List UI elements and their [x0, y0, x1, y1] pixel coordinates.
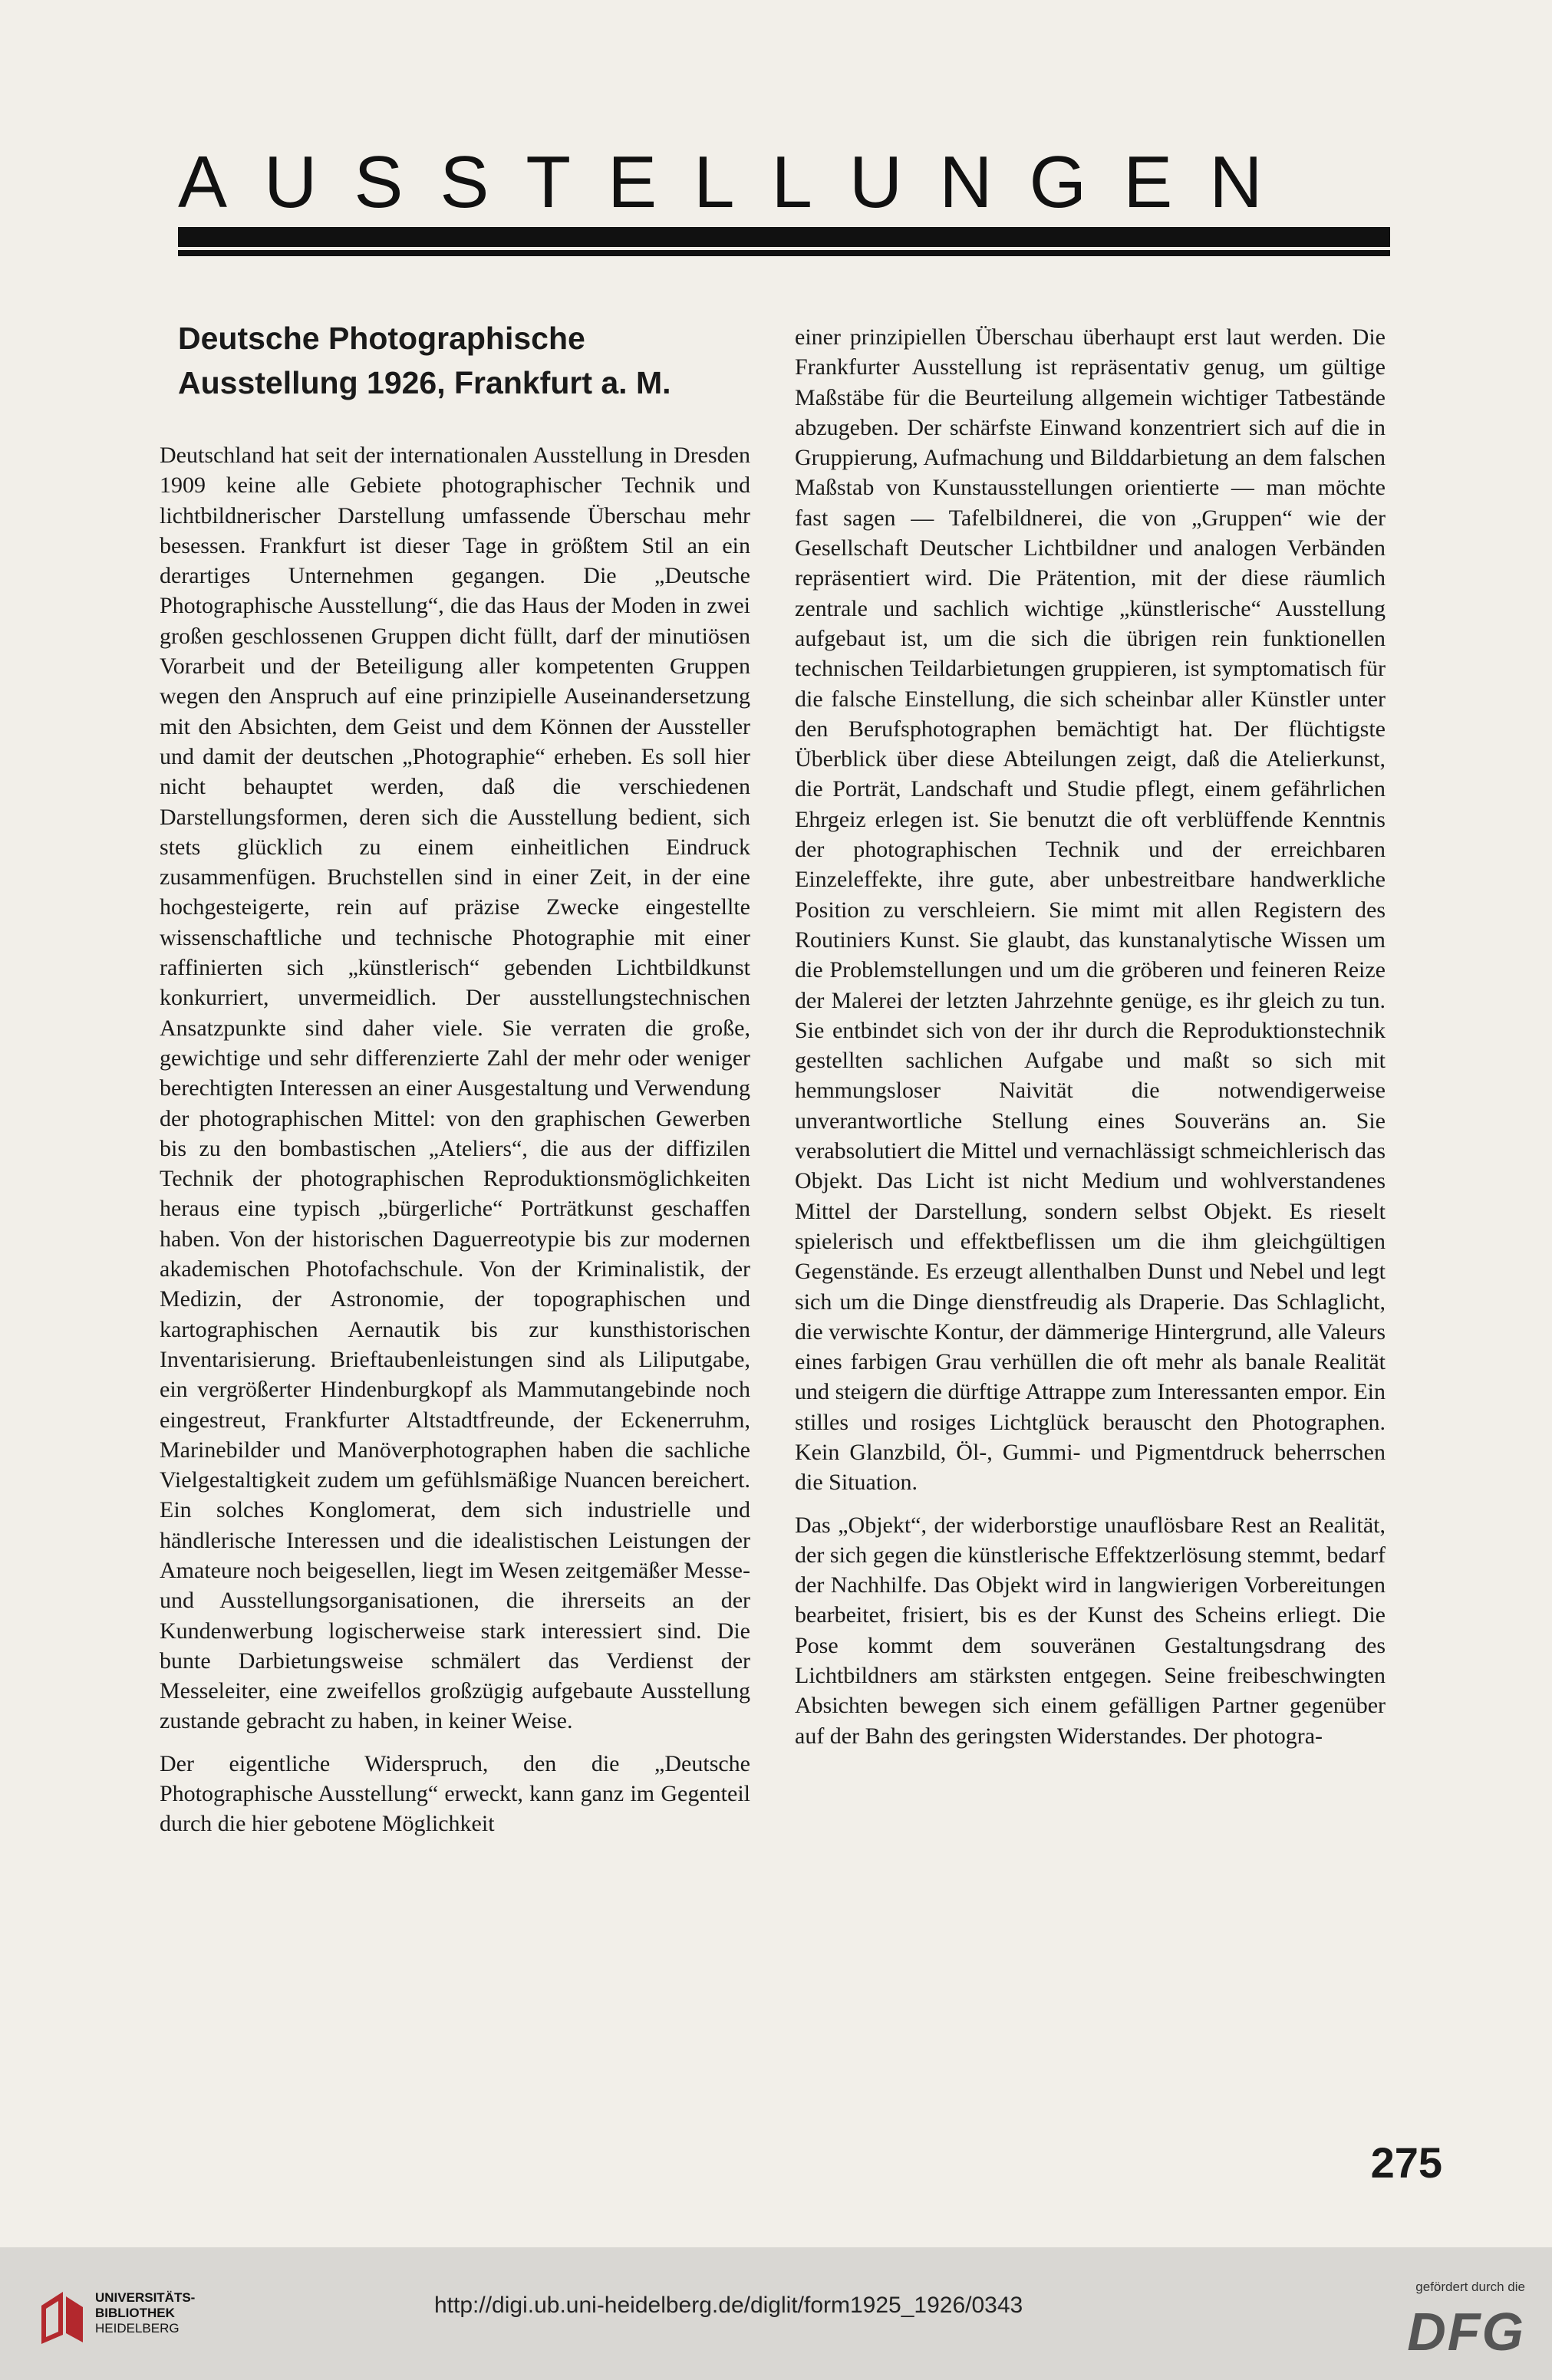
- right-paragraph-1: einer prinzipiellen Überschau überhaupt erst laut werden. Die Frankfurter Ausstellung ist repräsentativ genug, um gültige Maßstäbe für die Beurteilung allgemein wichtiger Tatbestände abzugeben. Der schärfste Einwand konzentriert sich auf die in Gruppierung, Aufmachung und Bilddarbietung an dem falschen Maßstab von Kunstausstellungen orientierte — man möchte fast sagen — Tafelbildnerei, die von „Gruppen“ wie der Gesellschaft Deutscher Lichtbildner und analogen Verbänden repräsentiert wird. Die Prätention, mit der diese räumlich zentrale und sachlich wichtige „künstlerische“ Ausstellung aufgebaut ist, um die sich die übrigen rein funktionellen technischen Teildarbietungen gruppieren, ist symptomatisch für die falsche Einstellung, die sich scheinbar aller Künstler unter den Berufsphotographen bemächtigt hat. Der flüchtigste Überblick über diese Abteilungen zeigt, daß die Atelierkunst, die Porträt, Landschaft und Studie pflegt, einem gefährlichen Ehrgeiz erlegen ist. Sie benutzt die oft verblüffende Kenntnis der photographischen Technik und der erreichbaren Einzeleffekte, ihre gute, aber unbestreitbare handwerkliche Position zu verschleiern. Sie mimt mit allen Registern des Routiniers Kunst. Sie glaubt, das kunstanalytische Wissen um die Problemstellungen und um die gröberen und feineren Reize der Malerei der letzten Jahrzehnte genüge, es ihr gleich zu tun. Sie entbindet sich von der ihr durch die Reproduktionstechnik gestellten sachlichen Aufgabe und maßt so sich mit hemmungsloser Naivität die notwendigerweise unverantwortliche Stellung eines Souveräns an. Sie verabsolutiert die Mittel und vernachlässigt schmeichlerisch das Objekt. Das Licht ist nicht Medium und wohlverstandenes Mittel der Darstellung, sondern selbst Objekt. Es rieselt spielerisch und effektbeflissen um die ihm gleichgültigen Gegenstände. Es erzeugt allenthalben Dunst und Nebel und legt sich um die Dinge dienstfreudig als Draperie. Das Schlaglicht, die verwischte Kontur, der dämmerige Hintergrund, alle Valeurs eines farbigen Grau verhüllen die oft mehr als banale Realität und steigern die dürftige Attrappe zum Interessanten empor. Ein stilles und rosiges Lichtglück berauscht den Photographen. Kein Glanzbild, Öl-, Gummi- und Pigmentdruck beherrschen die Situation.: [795, 324, 1386, 1496]
- left-column: [160, 316, 750, 1839]
- library-name: [95, 2290, 195, 2336]
- university-library-logo-icon[interactable]: [37, 2289, 86, 2345]
- permalink-url[interactable]: http://digi.ub.uni-heidelberg.de/diglit/form1925_1926/0343: [434, 2293, 1023, 2318]
- funded-by-text: gefördert durch die: [1415, 2280, 1525, 2294]
- library-name-line-3: HEIDELBERG: [95, 2321, 180, 2336]
- page-number: 275: [1370, 2138, 1442, 2187]
- library-name-line-2: BIBLIOTHEK: [95, 2306, 175, 2320]
- section-heading: AUSSTELLUNGEN: [178, 141, 1300, 223]
- library-name-line-1: UNIVERSITÄTS-: [95, 2290, 196, 2305]
- article-title: [178, 316, 750, 405]
- article-title-line-1: Deutsche Photographische: [178, 321, 585, 356]
- article-title-line-2: Ausstellung 1926, Frankfurt a. M.: [178, 365, 671, 400]
- heading-rule-thin: [178, 250, 1390, 256]
- dfg-logo[interactable]: DFG: [1407, 2302, 1525, 2362]
- heading-rule-thick: [178, 227, 1390, 247]
- left-paragraph-2: Der eigentliche Widerspruch, den die „Deutsche Photographische Ausstellung“ erweckt, kann ganz im Gegenteil durch die hier gebotene Möglichkeit: [160, 1750, 750, 1837]
- right-column: [795, 322, 1386, 1751]
- footer-bar: [0, 2247, 1552, 2380]
- left-paragraph-1: Deutschland hat seit der internationalen Ausstellung in Dresden 1909 keine alle Gebiete photographischer Technik und lichtbildnerischer Darstellung umfassende Überschau mehr besessen. Frankfurt ist dieser Tage in größtem Stil an ein derartiges Unternehmen gegangen. Die „Deutsche Photographische Ausstellung“, die das Haus der Moden in zwei großen geschlossenen Gruppen dicht füllt, darf der minutiösen Vorarbeit und der Beteiligung aller kompetenten Gruppen wegen den Anspruch auf eine prinzipielle Auseinandersetzung mit den Absichten, dem Geist und dem Können der Aussteller und damit der deutschen „Photographie“ erheben. Es soll hier nicht behauptet werden, daß die verschiedenen Darstellungsformen, deren sich die Ausstellung bedient, sich stets glücklich zu einem einheitlichen Eindruck zusammenfügen. Bruchstellen sind in einer Zeit, in der eine hochgesteigerte, rein auf präzise Zwecke eingestellte wissenschaftliche und technische Photographie mit einer raffinierten sich „künstlerisch“ gebenden Lichtbildkunst konkurriert, unvermeidlich. Der ausstellungstechnischen Ansatzpunkte sind daher viele. Sie verraten die große, gewichtige und sehr differenzierte Zahl der mehr oder weniger berechtigten Interessen an einer Ausgestaltung und Verwendung der photographischen Mittel: von den graphischen Gewerben bis zu den bombastischen „Ateliers“, die aus der diffizilen Technik der photographischen Reproduktionsmöglichkeiten heraus eine typisch „bürgerliche“ Porträtkunst geschaffen haben. Von der historischen Daguerreotypie bis zur modernen akademischen Photofachschule. Von der Kriminalistik, der Medizin, der Astronomie, der topographischen und kartographischen Aernautik bis zur kunsthistorischen Inventarisierung. Brieftaubenleistungen sind als Liliputgabe, ein vergrößerter Hindenburgkopf als Mammutangebinde noch eingestreut, Frankfurter Altstadtfreunde, der Eckenerruhm, Marinebilder und Manöverphotographen haben die sachliche Vielgestaltigkeit zudem um gefühlsmäßige Nuancen bereichert. Ein solches Konglomerat, dem sich industrielle und händlerische Interessen und die idealistischen Leistungen der Amateure noch beigesellen, liegt im Wesen zeitgemäßer Messe- und Ausstellungsorganisationen, die ihrerseits an der Kundenwerbung logischerweise stark interessiert sind. Die bunte Darbietungsweise schmälert das Verdienst der Messeleiter, eine zweifellos großzügig aufgebaute Ausstellung zustande gebracht zu haben, in keiner Weise.: [160, 443, 750, 1734]
- right-paragraph-2: Das „Objekt“, der widerborstige unauflösbare Rest an Realität, der sich gegen die künstlerische Effektzerlösung stemmt, bedarf der Nachhilfe. Das Objekt wird in langwierigen Vorbereitungen bearbeitet, frisiert, bis es der Kunst des Scheins erliegt. Die Pose kommt dem souveränen Gestaltungsdrang des Lichtbildners am stärksten entgegen. Seine freibeschwingten Absichten bewegen sich einem gefälligen Partner gegenüber auf der Bahn des geringsten Widerstandes. Der photogra-: [795, 1512, 1386, 1749]
